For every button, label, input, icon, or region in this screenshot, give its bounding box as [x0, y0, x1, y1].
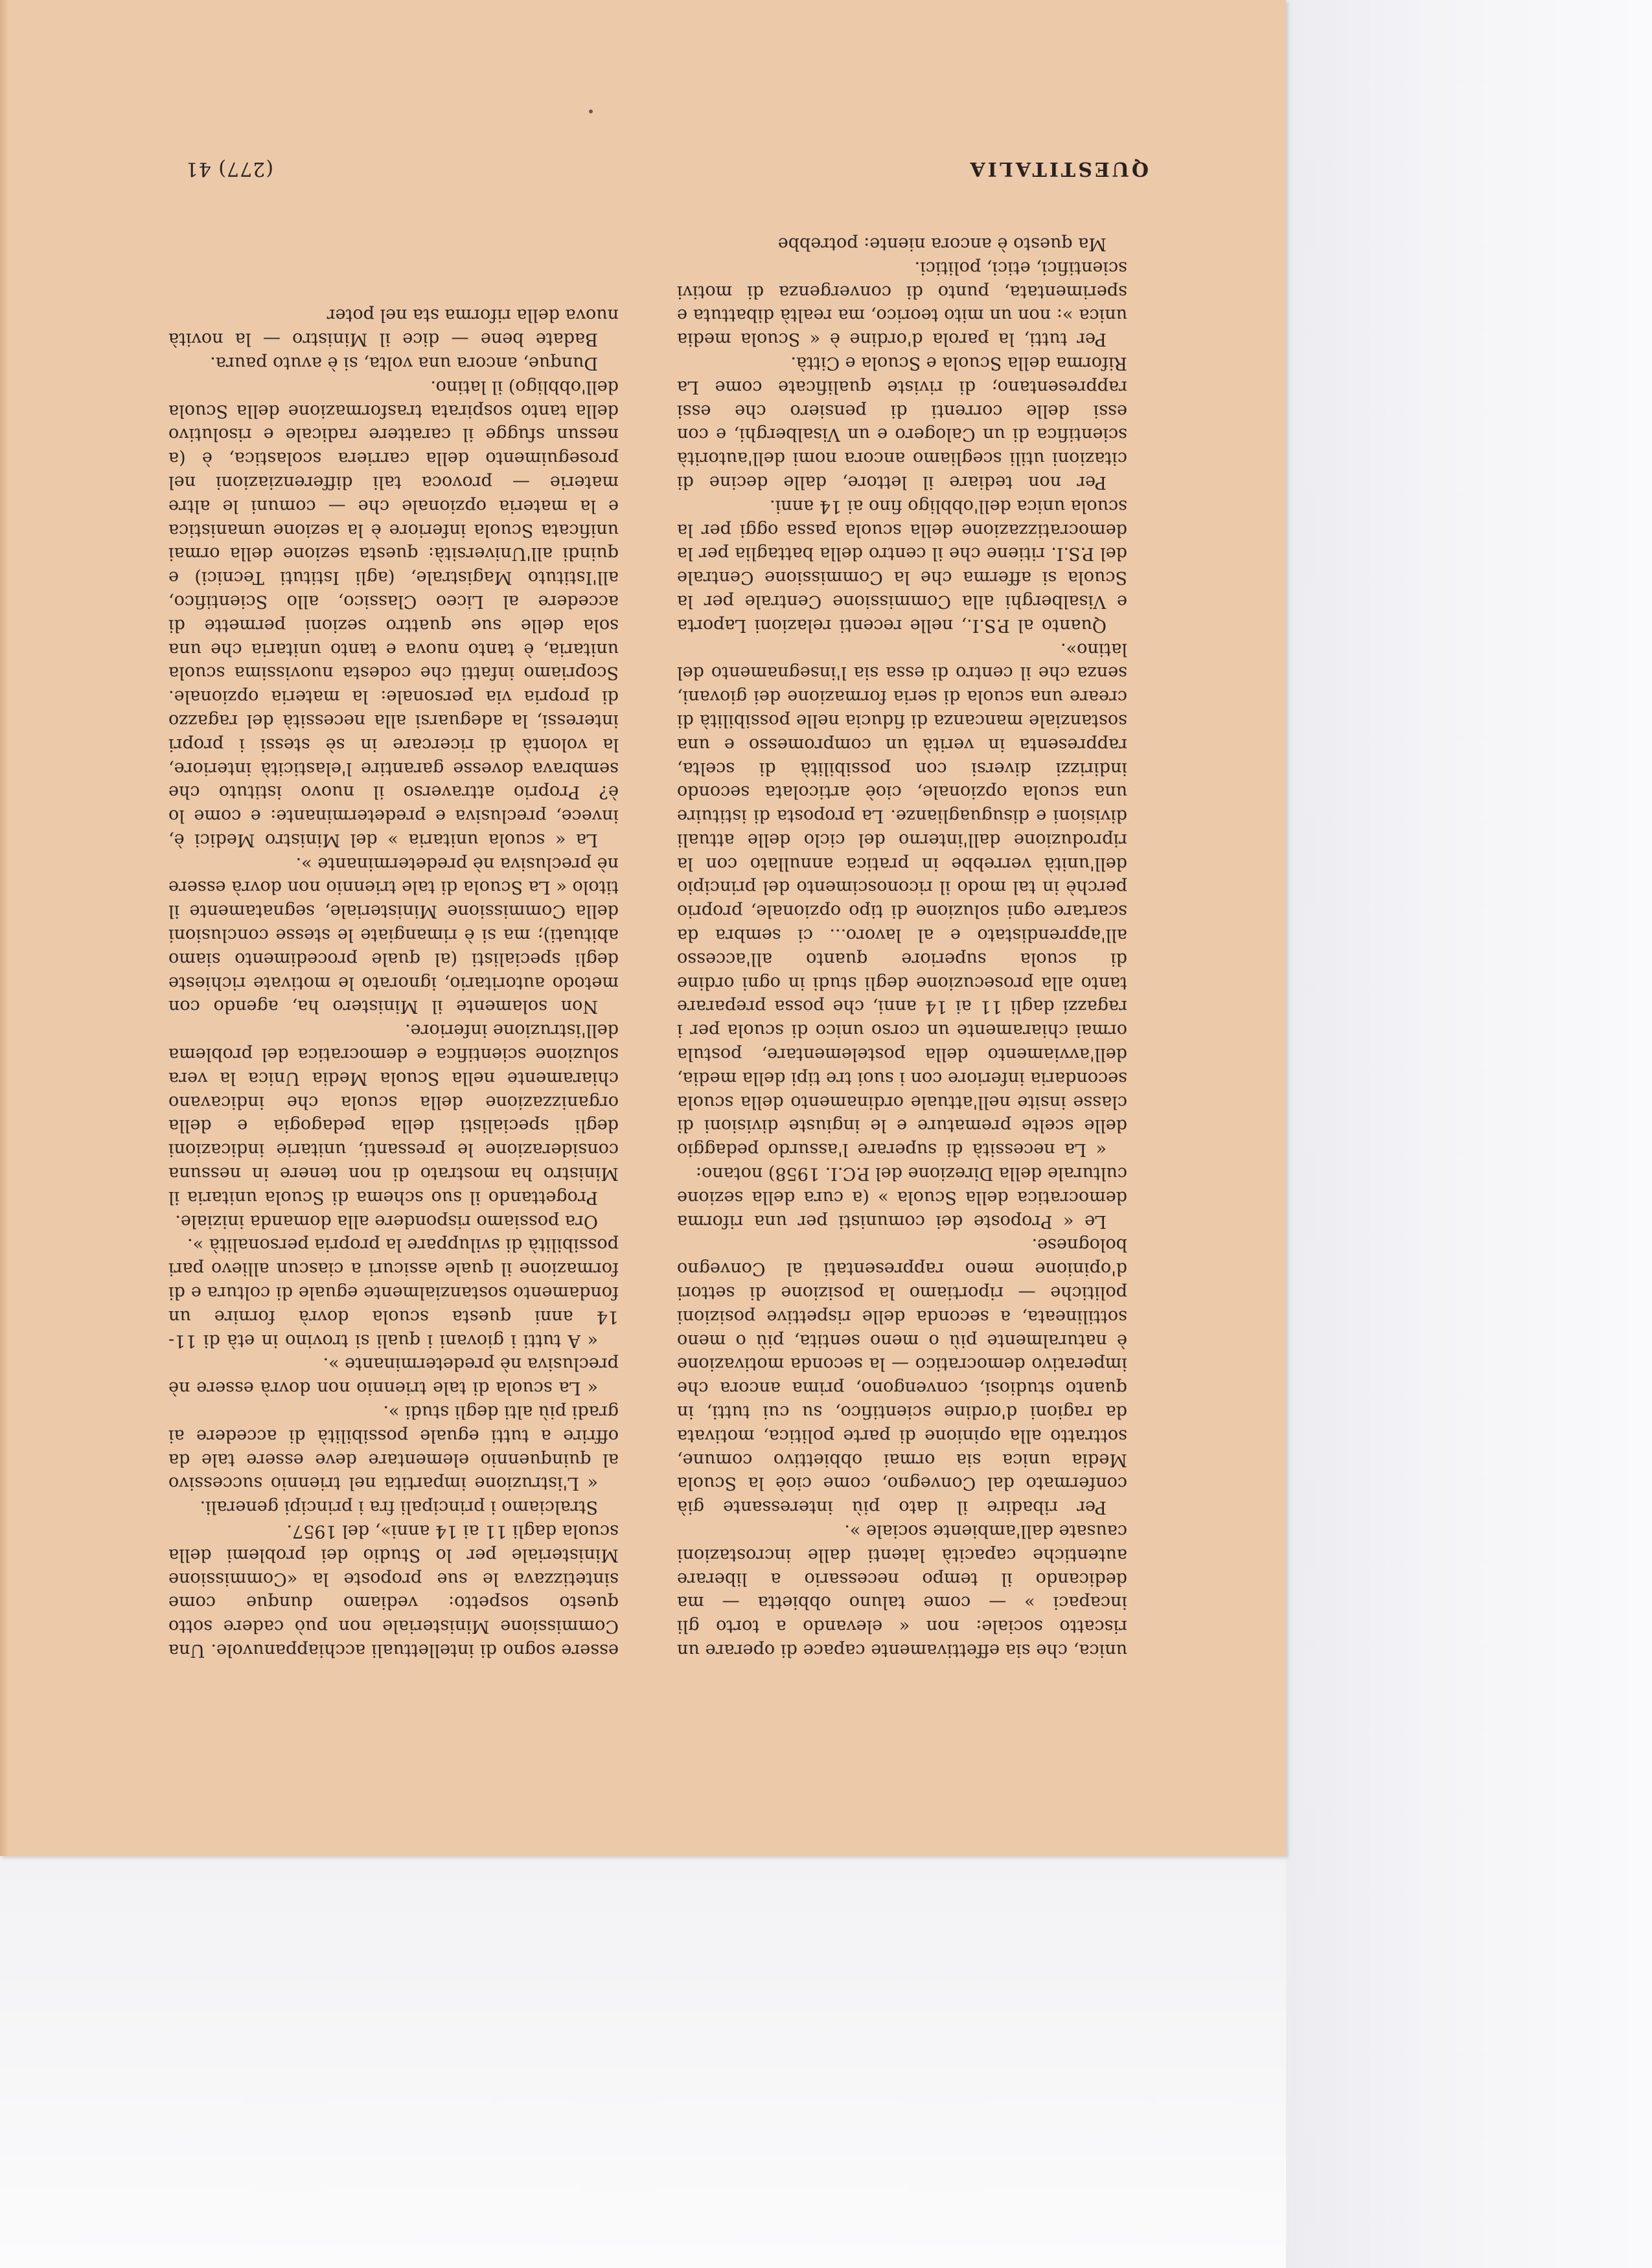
paragraph: « La necessità di superare l'assurdo pedaggio delle scelte premature e le ingiuste divisioni di classe insite nell'attuale ordinamento della scuola secondaria inferiore con i suoi tre tipi della media, dell'avviamento della postelementare, postula ormai chiaramente un corso unico di scuola per i ragazzi dagli 11 ai 14 anni, che possa preparare tanto alla prosecuzione degli studi in ogni ordine di scuola superiore quanto all'accesso all'apprendistato e al lavoro... ci sembra da scartare ogni soluzione di tipo opzionale, proprio perchè in tal modo il riconoscimento del principio dell'unità verrebbe in pratica annullato con la riproduzione dall'interno del ciclo delle attuali divisioni e disuguaglianze. La proposta di istituire una scuola opzionale, cioè articolata secondo indirizzi diversi con possibilità di scelta, rappresenta in verità un compromesso e una sostanziale mancanza di fiducia nelle possibilità di creare una scuola di seria formazione dei giovani, senza che il centro di essa sia l'insegnamento del latino».: [677, 639, 1127, 1160]
paragraph: La « scuola unitaria » del Ministro Medici è, invece, preclusiva e predeterminante: e come lo è? Proprio attraverso il nuovo istituto che sembrava dovesse garantire l'elasticità interiore, la volontà di ricercare in sè stessi i propri interessi, la adeguarsi alla necessità del ragazzo di propria via personale: la materia opzionale. Scopriamo infatti che codesta nuovissima scuola unitaria, è tanto nuova e tanto unitaria che una sola delle sue quattro sezioni permette di accedere al Liceo Classico, allo Scientifico, all'Istituto Magistrale, (agli Istituti Tecnici) e quindi all'Università: questa sezione della ormai unificata Scuola inferiore è la sezione umanistica e la materia opzionale che — comuni le altre materie — provoca tali differenziazioni nel proseguimento della carriera scolastica, è (a nessun sfugge il carattere radicale e risolutivo della tanto sospirata trasformazione della Scuola dell'obbligo) il latino.: [168, 376, 619, 850]
paragraph: Badate bene — dice il Ministro — la novità nuova della riforma sta nel poter: [168, 305, 619, 350]
paragraph: Per ribadire il dato più interessante già confermato dal Convegno, come cioè la Scuola Media unica sia ormai obbiettivo comune, sottratto alla opinione di parte politica, motivata da ragioni d'ordine scientifico, su cui tutti, in quanto studiosi, convengono, prima ancora che imperativo democratico — la seconda motivazione è naturalmente più o meno sentita, più o meno sottilineata, a seconda delle rispettive posizioni politiche — riportiamo la posizione di settori d'opinione meno rappresentati al Convegno bolognese.: [677, 1235, 1127, 1518]
background-right: [1286, 0, 1652, 2268]
paragraph: Dunque, ancora una volta, si è avuto paura.: [210, 352, 598, 373]
paragraph: Ma questo è ancora niente: potrebbe: [777, 233, 1107, 254]
paragraph: « L'istruzione impartita nel triennio successivo al quinquennio elementare deve essere tale da offrire a tutti eguale possibilità di accedere ai gradi più alti degli studi ».: [168, 1402, 619, 1494]
background-bottom: [0, 1856, 1286, 2268]
running-title: QUESTITALIA: [967, 157, 1149, 180]
paragraph: Le « Proposte dei comunisti per una riforma democratica della Scuola » (a cura della sezione culturale della Direzione del P.C.I. 1958) notano:: [677, 1163, 1127, 1231]
paragraph: Per non tediare il lettore, dalle decine di citazioni utili scegliamo ancora nomi dell'autorità scientifica di un Calogero e un Visalberghi, e con essi delle correnti di pensiero che essi rappresentano; di riviste qualificate come La Riforma della Scuola e Scuola e Città.: [677, 352, 1127, 492]
text-column-right: [168, 204, 619, 1662]
paragraph: Ora possiamo rispondere alla domanda iniziale.: [175, 1211, 598, 1231]
page-number: (277) 41: [185, 157, 273, 180]
paragraph: Quanto al P.S.I., nelle recenti relazioni Laporta e Visalberghi alla Commissione Centrale per la Scuola si afferma che la Commissione Centrale del P.S.I. ritiene che il centro della battaglia per la democratizzazione della scuola passa oggi per la scuola unica dell'obbligo fino ai 14 anni.: [677, 496, 1127, 636]
paragraph: essere sogno di intellettuali acchiappanuvole. Una Commissione Ministeriale non può cadere sotto questo sospetto: vediamo dunque come sintetizzava le sue proposte la «Commissione Ministeriale per lo Studio dei problemi della scuola dagli 11 ai 14 anni», del 1957.: [168, 1521, 619, 1660]
text-column-left: [677, 204, 1127, 1662]
page-edge-shadow: [0, 0, 9, 1856]
paragraph: « A tutti i giovani i quali si trovino in età di 11-14 anni questa scuola dovrà fornire un fondamento sostanzialmente eguale di coltura e di formazione il quale assicuri a ciascun allievo pari possibilità di sviluppare la propria personalità ».: [168, 1235, 619, 1351]
paragraph: Non solamente il Ministero ha, agendo con metodo autoritario, ignorato le motivate richieste degli specialisti (al quale procedimento siamo abituati); ma si è rimangiate le stesse conclusioni della Commissione Ministeriale, segnatamente il titolo « La Scuola di tale triennio non dovrà essere nè preclusiva nè predeterminante ».: [168, 853, 619, 1017]
paragraph: Progettando il suo schema di Scuola unitaria il Ministro ha mostrato di non tenere in nessuna considerazione le pressanti, unitarie indicazioni degli specialisti della pedagogia e della organizzazione della scuola che indicavano chiaramente nella Scuola Media Unica la vera soluzione scientifica e democratica del problema dell'istruzione inferiore.: [168, 1020, 619, 1208]
paragraph: Per tutti, la parola d'ordine è « Scuola media unica »: non un mito teorico, ma realtà dibattuta e sperimentata, punto di convergenza di motivi scientifici, etici, politici.: [677, 257, 1127, 350]
paragraph: Stralciamo i principali fra i principi generali.: [200, 1497, 598, 1518]
paragraph: « La scuola di tale triennio non dovrà essere nè preclusiva nè predeterminante ».: [168, 1354, 619, 1399]
ink-speck: [589, 109, 593, 113]
paragraph: unica, che sia effettivamente capace di operare un riscatto sociale: non « elevando a torto gli incapaci » — come taluno obbietta — ma dedicando il tempo necessario a liberare autentiche capacità latenti dalle incrostazioni causate dall'ambiente sociale ».: [677, 1521, 1127, 1660]
